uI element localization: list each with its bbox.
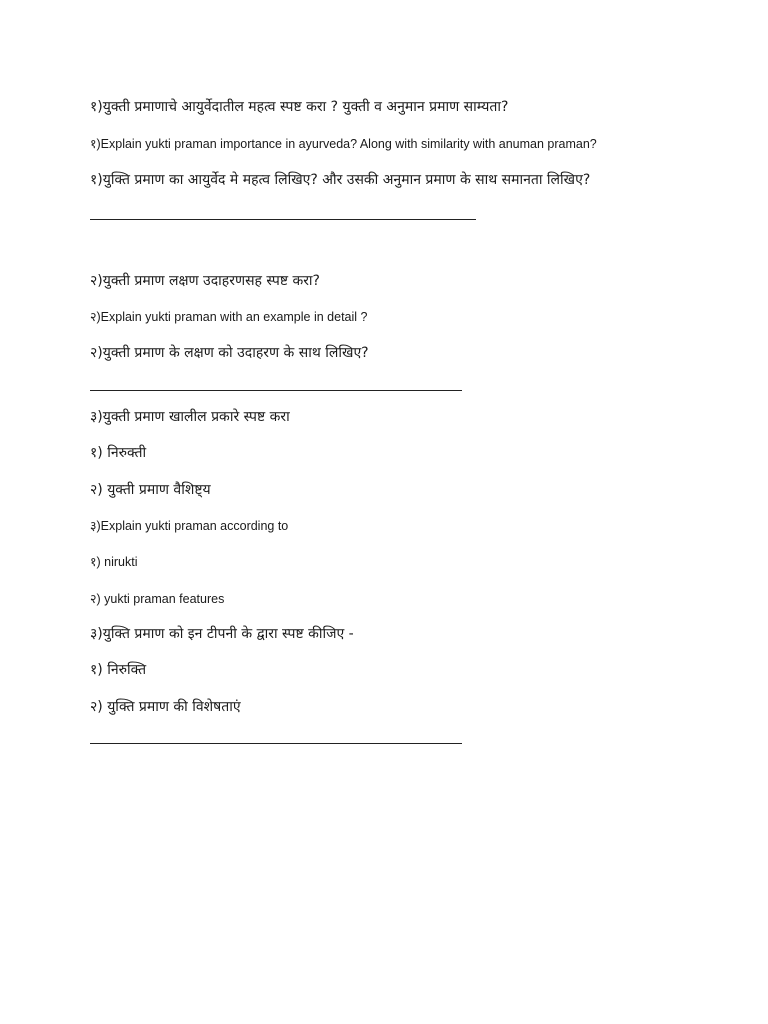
q3-english-item-1: १) nirukti	[90, 555, 138, 569]
q3-english-item-2: २) yukti praman features	[90, 592, 225, 606]
q1-hindi: १)युक्ति प्रमाण का आयुर्वेद मे महत्व लिखिए? और उसकी अनुमान प्रमाण के साथ समानता लिखिए?	[90, 172, 591, 188]
q2-marathi: २)युक्ती प्रमाण लक्षण उदाहरणसह स्पष्ट करा?	[90, 273, 320, 289]
answer-divider-3	[90, 743, 462, 744]
q3-hindi-item-1: १) निरुक्ति	[90, 662, 147, 678]
q2-hindi: २)युक्ती प्रमाण के लक्षण को उदाहरण के साथ लिखिए?	[90, 345, 369, 361]
q3-marathi-item-1: १) निरुक्ती	[90, 445, 147, 461]
q1-english: १)Explain yukti praman importance in ayurveda? Along with similarity with anuman praman?	[90, 137, 597, 151]
q3-english: ३)Explain yukti praman according to	[90, 519, 289, 533]
answer-divider-2	[90, 390, 462, 391]
answer-divider-1	[90, 219, 476, 220]
q1-marathi: १)युक्ती प्रमाणाचे आयुर्वेदातील महत्व स्पष्ट करा ? युक्ती व अनुमान प्रमाण साम्यता?	[90, 99, 509, 115]
q2-english: २)Explain yukti praman with an example in detail ?	[90, 310, 368, 324]
q3-marathi-item-2: २) युक्ती प्रमाण वैशिष्ट्य	[90, 482, 211, 498]
q3-marathi: ३)युक्ती प्रमाण खालील प्रकारे स्पष्ट करा	[90, 409, 290, 425]
q3-hindi: ३)युक्ति प्रमाण को इन टीपनी के द्वारा स्पष्ट कीजिए -	[90, 626, 354, 642]
q3-hindi-item-2: २) युक्ति प्रमाण की विशेषताएं	[90, 699, 241, 715]
